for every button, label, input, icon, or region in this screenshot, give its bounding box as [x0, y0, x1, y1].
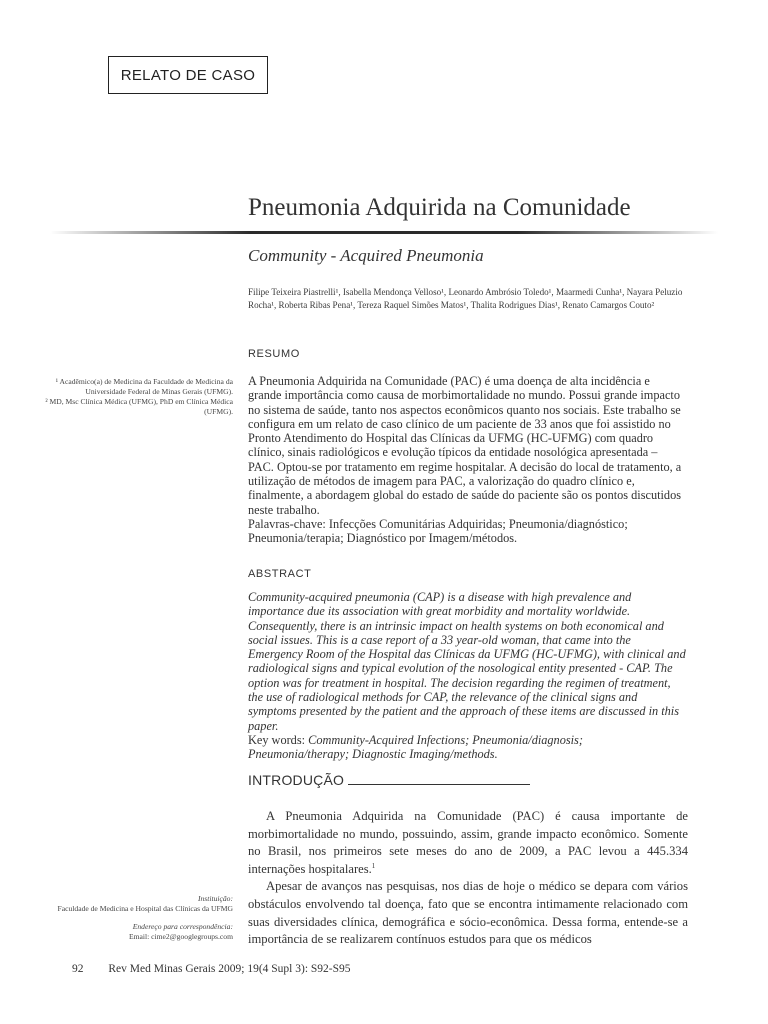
- affiliation-note-1: ¹ Acadêmico(a) de Medicina da Faculdade de Medicina da Universidade Federal de Minas Gerais (UFMG).: [55, 377, 233, 396]
- abstract-text: Community-acquired pneumonia (CAP) is a disease with high prevalence and importance due its association with great morbidity and mortality worldwide. Consequently, there is an intrinsic impact on health systems on both economical and social issues. This is a case report of a 33 year-old woman, that came into the Emergency Room of the Hospital das Clínicas da UFMG (HC-UFMG), with clinical and radiological signs and typical evolution of the nosological entity presented - CAP. The option was for treatment in hospital. The decision regarding the regimen of treatment, the use of radiological methods for CAP, the relevance of the clinical signs and symptoms presented by the patient and the approach of these items are discussed in this paper.: [248, 590, 686, 733]
- resumo-block: [248, 374, 686, 546]
- affiliation-note-2: ² MD, Msc Clínica Médica (UFMG), PhD em Clínica Médica (UFMG).: [45, 397, 233, 416]
- key-words-value: Community-Acquired Infections; Pneumonia/diagnosis; Pneumonia/therapy; Diagnostic Imaging/methods.: [248, 732, 583, 762]
- intro-paragraph-1: [248, 808, 688, 878]
- keywords-value: Infecções Comunitárias Adquiridas; Pneumonia/diagnóstico; Pneumonia/terapia; Diagnóstico por Imagem/métodos.: [248, 516, 628, 546]
- introduction-body: [248, 808, 688, 949]
- article-subtitle: Community - Acquired Pneumonia: [248, 246, 484, 265]
- section-badge: RELATO DE CASO: [108, 56, 268, 94]
- title-divider: [50, 231, 718, 234]
- keywords-label: Palavras-chave:: [248, 516, 326, 531]
- resumo-keywords: [248, 517, 686, 546]
- author-list: Filipe Teixeira Piastrelli¹, Isabella Mendonça Velloso¹, Leonardo Ambrósio Toledo¹, Maarmedi Cunha¹, Nayara Peluzio Rocha¹, Roberta Ribas Pena¹, Tereza Raquel Simões Matos¹, Thalita Rodrigues Dias¹, Renato Camargos Couto²: [248, 287, 683, 310]
- key-words-label: Key words:: [248, 732, 306, 747]
- abstract-keywords: [248, 733, 686, 762]
- institution-name: Faculdade de Medicina e Hospital das Clínicas da UFMG: [57, 904, 233, 913]
- intro-paragraph-2: Apesar de avanços nas pesquisas, nos dias de hoje o médico se depara com vários obstáculos envolvendo tal doença, fato que se encontra intimamente relacionado com suas diversidades clínica, demográfica e sócio-econômica. Dessa forma, entende-se a importância de se realizarem contínuos estudos para que os médicos: [248, 879, 688, 947]
- reference-marker: 1: [371, 861, 376, 870]
- introduction-heading: [248, 772, 688, 788]
- intro-paragraph-1-text: A Pneumonia Adquirida na Comunidade (PAC) é causa importante de morbimortalidade no mundo, possuindo, assim, grande impacto econômico. Somente no Brasil, nos primeiros sete meses do ano de 2009, a PAC levou a 445.334 internações hospitalares.: [248, 809, 688, 876]
- introduction-heading-text: INTRODUÇÃO: [248, 772, 345, 788]
- page-number: 92: [72, 963, 84, 975]
- abstract-heading: ABSTRACT: [248, 568, 312, 580]
- heading-rule: [348, 784, 530, 785]
- abstract-block: [248, 590, 686, 762]
- journal-citation: Rev Med Minas Gerais 2009; 19(4 Supl 3): S92-S95: [108, 963, 351, 975]
- resumo-heading: RESUMO: [248, 348, 300, 360]
- page-footer: [72, 963, 351, 975]
- affiliation-notes: [38, 377, 233, 417]
- resumo-text: A Pneumonia Adquirida na Comunidade (PAC) é uma doença de alta incidência e grande importância como causa de morbimortalidade no mundo. Possui grande impacto no sistema de saúde, tanto nos aspectos econômicos quanto nos sociais. Este trabalho se configura em um relato de caso clínico de um paciente de 33 anos que foi assistido no Pronto Atendimento do Hospital das Clínicas da UFMG (HC-UFMG) com quadro clínico, sinais radiológicos e evolução típicos da entidade nosológica apresentada – PAC. Optou-se por tratamento em regime hospitalar. A decisão do local de tratamento, a utilização de métodos de imagem para PAC, a valorização do quadro clínico e, finalmente, a abordagem global do estado de saúde do paciente são os pontos discutidos neste trabalho.: [248, 374, 682, 517]
- correspondence-email: Email: cime2@googlegroups.com: [128, 932, 233, 941]
- article-title: Pneumonia Adquirida na Comunidade: [248, 194, 631, 221]
- institution-notes: [38, 894, 233, 942]
- institution-label: Instituição:: [197, 894, 233, 903]
- correspondence-label: Endereço para correspondência:: [132, 922, 233, 931]
